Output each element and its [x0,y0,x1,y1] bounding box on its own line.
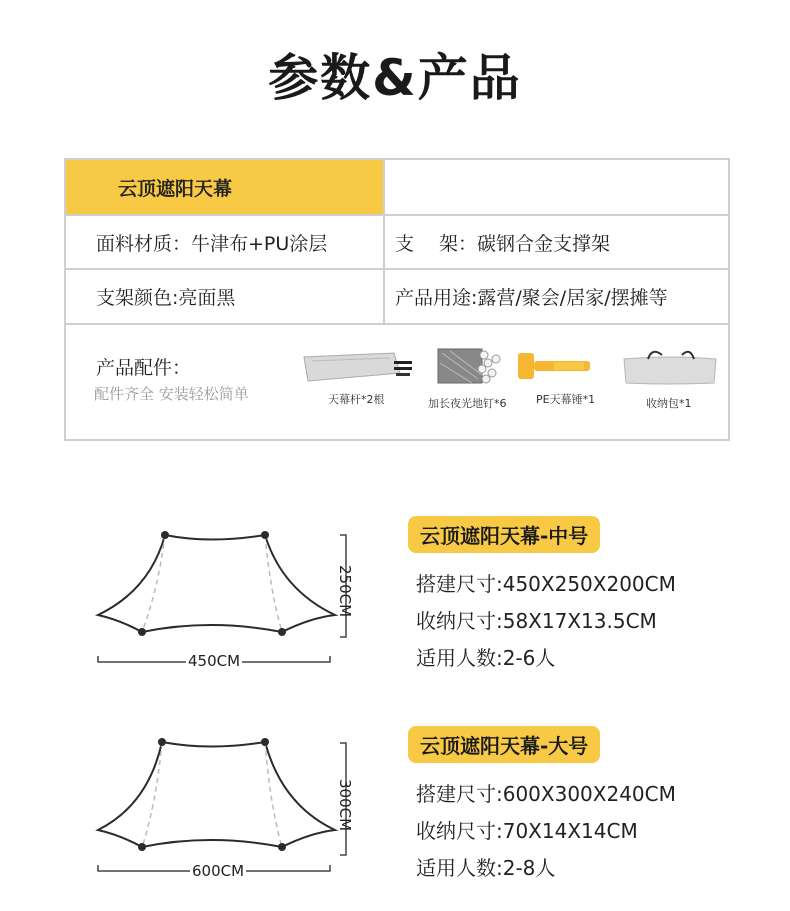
width-label-medium: 450CM [188,652,241,670]
usage-cell [385,270,728,323]
width-label-large: 600CM [192,862,245,880]
table-row [66,270,728,325]
frame-cell [385,216,728,268]
fabric-text: 面料材质：牛津布+PU涂层 [96,232,328,255]
accessory-label-hammer: PE天幕锤*1 [536,393,596,406]
pack-size-large: 收纳尺寸:70X14X14CM [416,819,638,843]
pack-size-medium: 收纳尺寸:58X17X13.5CM [416,609,657,633]
frame-color-cell [66,270,385,323]
table-row [66,160,728,216]
product-name: 云顶遮阳天幕 [118,177,233,200]
setup-size-medium: 搭建尺寸:450X250X200CM [416,572,676,596]
tarp-diagram-medium [90,520,360,670]
accessory-label-poles: 天幕杆*2根 [328,393,385,406]
accessory-label-bag: 收纳包*1 [646,397,692,410]
accessories-title: 产品配件： [96,357,192,379]
product-name-cell [66,160,385,214]
accessory-label-stakes: 加长夜光地钉*6 [428,397,507,410]
poles-icon [302,351,414,385]
storage-bag-icon [622,349,718,387]
model-name-large: 云顶遮阳天幕-大号 [408,726,600,763]
stakes-icon [436,345,506,389]
depth-label-medium: 250CM [336,564,355,618]
hammer-icon [516,349,596,387]
accessories-subtitle: 配件齐全 安装轻松简单 [94,385,249,403]
setup-size-large: 搭建尺寸:600X300X240CM [416,782,676,806]
usage-text: 产品用途:露营/聚会/居家/摆摊等 [395,287,668,309]
fabric-cell [66,216,385,268]
frame-color-text: 支架颜色:亮面黑 [96,287,236,309]
page-title: 参数&产品 [268,49,522,107]
table-row [66,216,728,270]
model-name-medium: 云顶遮阳天幕-中号 [408,516,600,553]
depth-label-large: 300CM [336,778,355,832]
spec-table [64,158,730,441]
accessories-row [66,325,728,439]
capacity-medium: 适用人数:2-6人 [416,646,556,670]
capacity-large: 适用人数:2-8人 [416,856,556,880]
empty-cell [385,160,728,214]
frame-text: 支 架：碳钢合金支撑架 [395,232,611,255]
